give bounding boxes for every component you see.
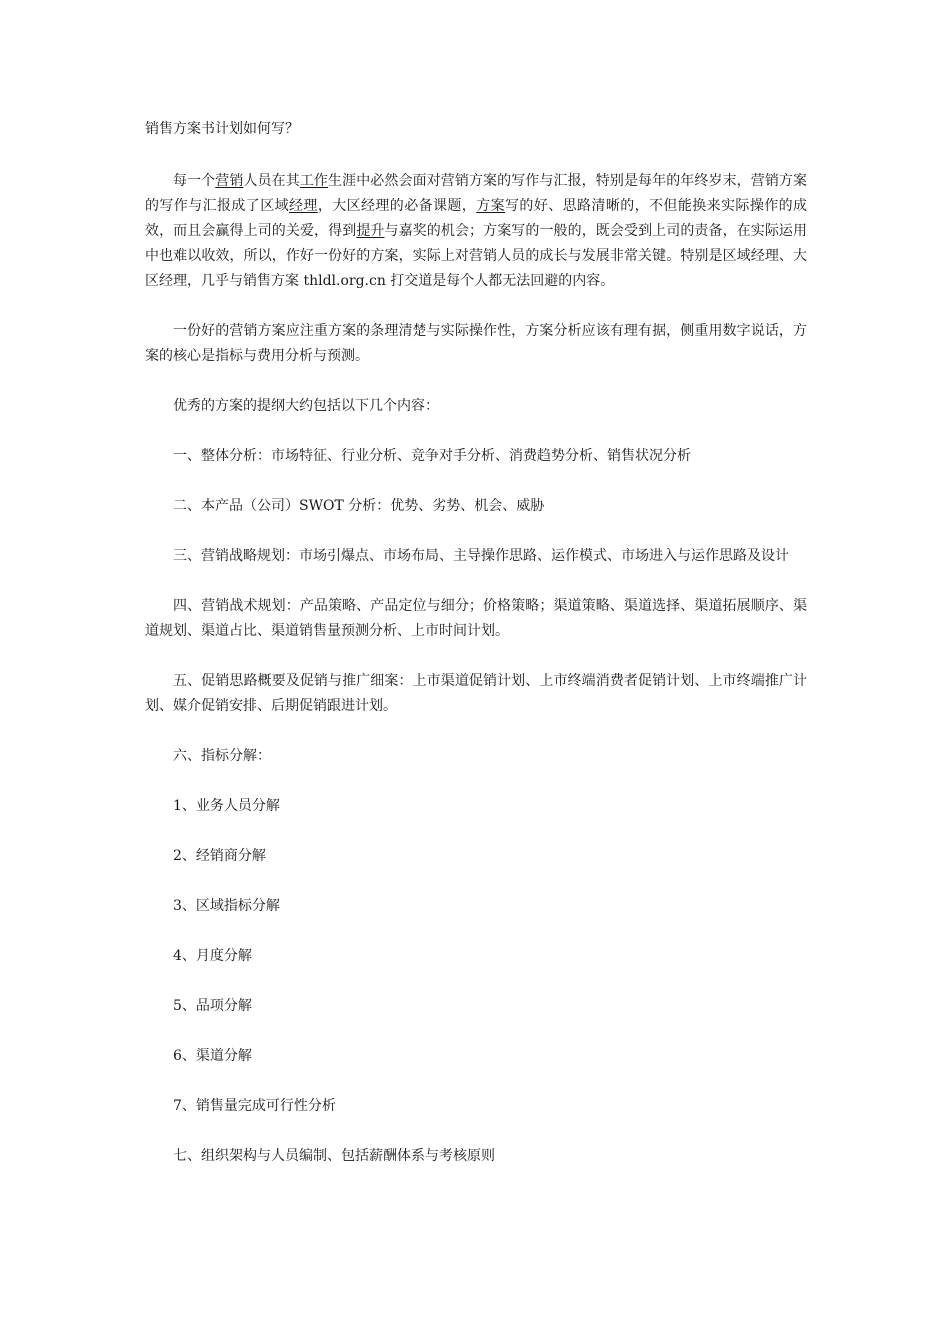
sub-item-5: 5、品项分解 (173, 998, 252, 1014)
outline-item-4: 四、营销战术规划：产品策略、产品定位与细分；价格策略；渠道策略、渠道选择、渠道拓展顺序、渠道规划、渠道占比、渠道销售量预测分析、上市时间计划。 (145, 598, 807, 639)
sub-item-1: 1、业务人员分解 (173, 798, 280, 814)
document-title: 销售方案书计划如何写？ (145, 121, 299, 137)
intro-text-6: 与嘉奖的机会；方案写的一般的，既会受到上司的责备，在实际运用中也难以收效，所以，作好一份好的方案，实际上对营销人员的成长与发展非常关键。特别是区域经理、大区经理，几乎与销售方案 thldl.org.cn 打交道是每个人都无法回避的内容。 (145, 223, 808, 289)
link-marketing[interactable]: 营销 (215, 173, 244, 189)
sub-item-6: 6、渠道分解 (173, 1048, 252, 1064)
sub-item-3: 3、区域指标分解 (173, 898, 280, 914)
intro-text-2: 人员在其 (243, 173, 300, 189)
outline-item-3: 三、营销战略规划：市场引爆点、市场布局、主导操作思路、运作模式、市场进入与运作思路及设计 (173, 548, 789, 564)
intro-paragraph (145, 169, 807, 294)
intro-text-4: ，大区经理的必备课题， (317, 198, 477, 214)
sub-item-7: 7、销售量完成可行性分析 (173, 1098, 336, 1114)
link-promotion[interactable]: 提升 (356, 223, 385, 239)
intro-text-5: 写的好、思路清晰的，不但能换来实际操作的成效，而且会赢得上司的关爱，得到 (145, 198, 808, 239)
outline-item-7: 七、组织架构与人员编制、包括薪酬体系与考核原则 (173, 1148, 495, 1164)
outline-item-2: 二、本产品（公司）SWOT 分析：优势、劣势、机会、威胁 (173, 498, 545, 514)
outline-item-5: 五、促销思路概要及促销与推广细案：上市渠道促销计划、上市终端消费者促销计划、上市终端推广计划、媒介促销安排、后期促销跟进计划。 (145, 673, 807, 714)
link-work[interactable]: 工作 (299, 173, 329, 189)
link-manager[interactable]: 经理 (289, 198, 318, 214)
intro-text-1: 每一个 (173, 173, 216, 189)
sub-item-2: 2、经销商分解 (173, 848, 266, 864)
outline-item-1: 一、整体分析：市场特征、行业分析、竞争对手分析、消费趋势分析、销售状况分析 (173, 448, 691, 464)
link-plan[interactable]: 方案 (476, 198, 506, 214)
document-page (145, 117, 807, 1194)
outline-item-6: 六、指标分解： (173, 748, 271, 764)
paragraph-outline-intro: 优秀的方案的提纲大约包括以下几个内容： (173, 398, 439, 414)
sub-item-4: 4、月度分解 (173, 948, 252, 964)
intro-text-3: 生涯中必然会面对营销方案的写作与汇报，特别是每年的年终岁末，营销方案的写作与汇报成了区域 (145, 173, 808, 214)
paragraph-principles: 一份好的营销方案应注重方案的条理清楚与实际操作性，方案分析应该有理有据，侧重用数字说话，方案的核心是指标与费用分析与预测。 (145, 323, 807, 364)
